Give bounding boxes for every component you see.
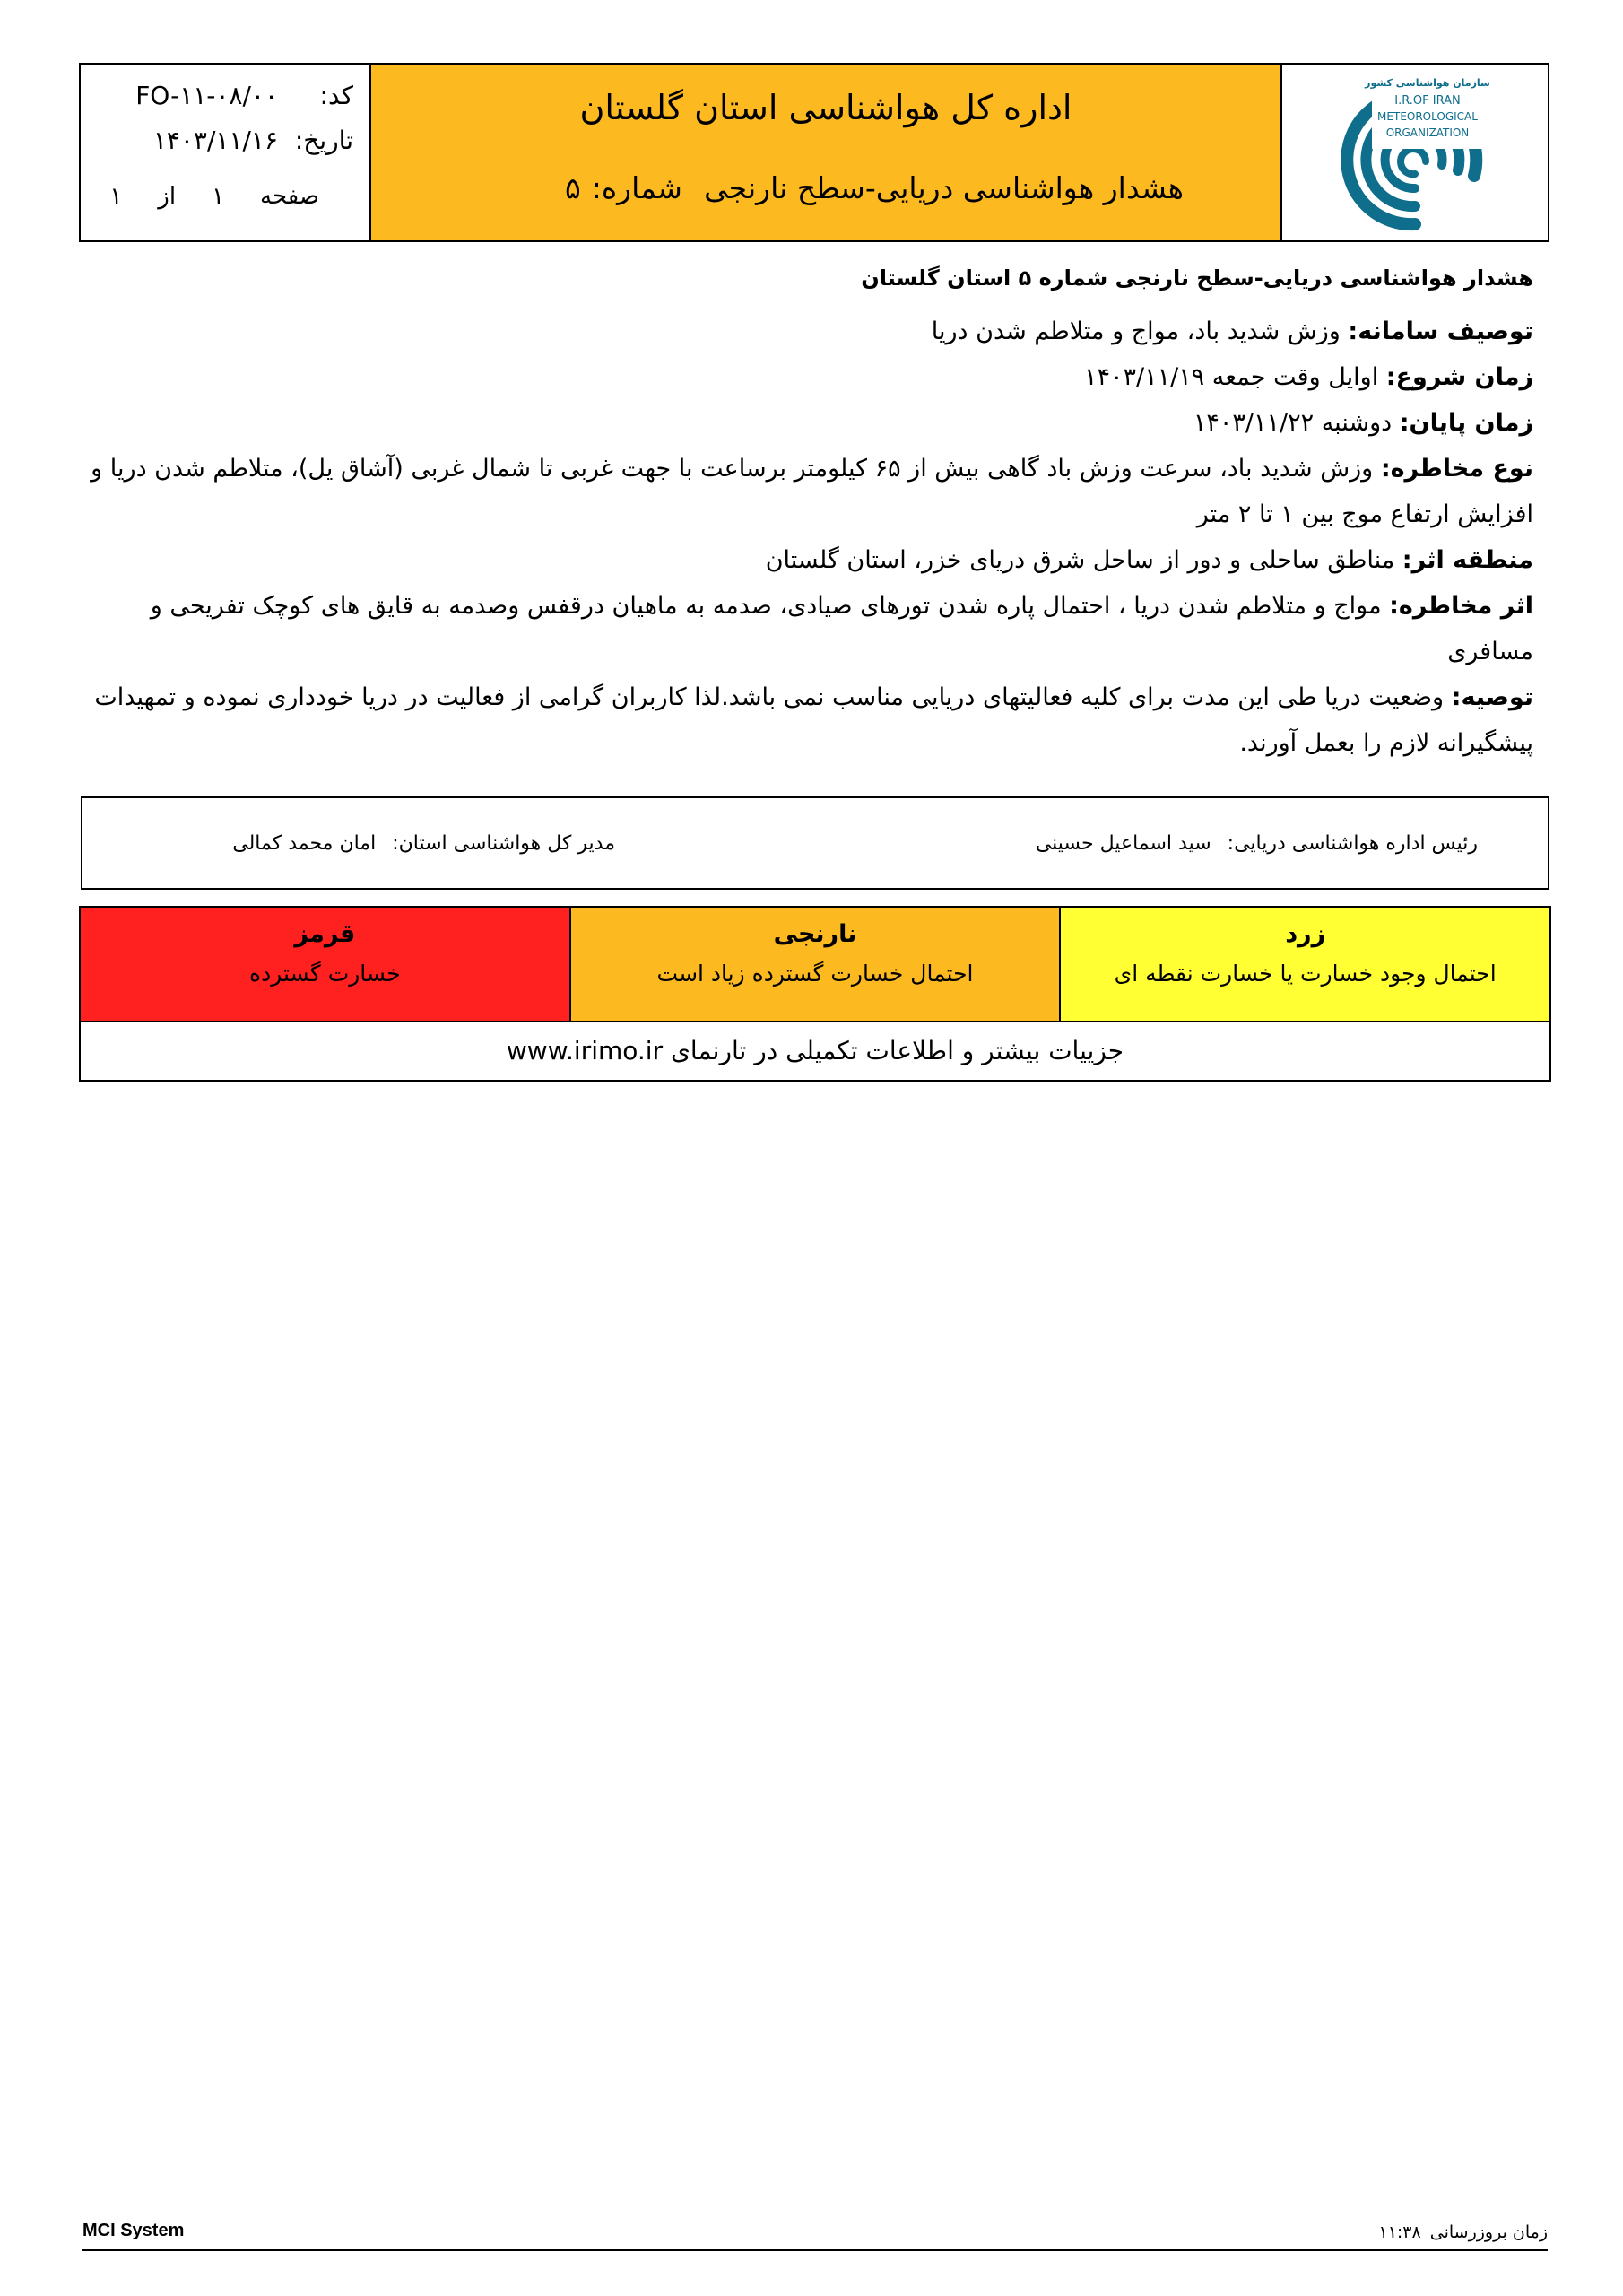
page-label: صفحه [260, 183, 319, 210]
date-label: تاریخ: [294, 126, 353, 155]
advice [81, 674, 1533, 766]
impact-area [81, 537, 1533, 583]
advice-text: وضعیت دریا طی این مدت برای کلیه فعالیتهای دریایی مناسب نمی باشد.لذا کاربران گرامی از فعالیت در دریا خودداری نموده و تمهیدات پیشگیرانه لازم را بعمل آورند. [94, 683, 1533, 757]
legend-red [81, 908, 569, 1021]
legend-yellow [1059, 908, 1549, 1021]
hazard-type-label: نوع مخاطره: [1380, 455, 1533, 483]
logo-line-1: I.R.OF IRAN [1394, 94, 1461, 108]
hazard-type-text: وزش شدید باد، سرعت وزش باد گاهی بیش از ۶۵ کیلومتر برساعت با جهت غربی تا شمال غربی (آشاق یل)، متلاطم شدن دریا و افزایش ارتفاع موج بین ۱ تا ۲ متر [91, 455, 1533, 528]
end-text: دوشنبه ۱۴۰۳/۱۱/۲۲ [1193, 409, 1400, 437]
hazard-type [81, 446, 1533, 537]
director-name: امان محمد کمالی [232, 832, 377, 855]
footer-divider [82, 2249, 1548, 2251]
legend-footer-text: جزییات بیشتر و اطلاعات تکمیلی در تارنمای [671, 1036, 1124, 1065]
legend-cells [81, 908, 1549, 1022]
warning-body [81, 265, 1533, 766]
legend-orange [569, 908, 1060, 1021]
signature-box [81, 796, 1549, 890]
page-total: ۱ [109, 183, 123, 210]
director-label: مدیر کل هواشناسی استان: [392, 832, 615, 855]
warning-subtitle: هشدار هواشناسی دریایی-سطح نارنجی شماره ۵ استان گلستان [861, 265, 1533, 291]
date-value: ۱۴۰۳/۱۱/۱۶ [152, 126, 278, 155]
end-time [81, 400, 1533, 446]
warning-title: هشدار هواشناسی دریایی-سطح نارنجی [704, 170, 1184, 205]
code-value: FO-۱۱-۰۸/۰۰ [135, 81, 278, 110]
legend-orange-title: نارنجی [773, 920, 857, 948]
page-current: ۱ [212, 183, 225, 210]
hazard-impact [81, 583, 1533, 674]
header-title-area [371, 65, 1282, 240]
marine-head-label: رئیس اداره هواشناسی دریایی: [1227, 832, 1478, 855]
legend-red-desc: خسارت گسترده [248, 961, 401, 987]
start-label: زمان شروع: [1385, 363, 1533, 391]
logo-line-3: ORGANIZATION [1385, 126, 1470, 139]
legend-red-title: قرمز [294, 920, 356, 948]
area-label: منطقه اثر: [1402, 546, 1533, 574]
org-title: اداره کل هواشناسی استان گلستان [579, 88, 1072, 127]
legend-yellow-desc: احتمال وجود خسارت یا خسارت نقطه ای [1114, 961, 1497, 987]
page-of: از [158, 183, 177, 210]
page-info [109, 183, 319, 210]
irimo-logo-icon [1282, 65, 1548, 240]
impact-label: اثر مخاطره: [1389, 592, 1533, 620]
update-label: زمان بروزرسانی [1429, 2222, 1548, 2242]
number-label: شماره: [591, 170, 682, 205]
system-description [81, 309, 1533, 354]
start-text: اوایل وقت جمعه ۱۴۰۳/۱۱/۱۹ [1083, 363, 1386, 391]
code-label: کد: [319, 81, 353, 110]
header-meta [81, 65, 371, 240]
logo-line-2: METEOROLOGICAL [1377, 110, 1478, 123]
area-text: مناطق ساحلی و دور از ساحل شرق دریای خزر، استان گلستان [765, 546, 1402, 574]
director-signature [232, 832, 615, 855]
logo-text-fa: سازمان هواشناسی کشور [1365, 77, 1490, 89]
update-time: ۱۱:۳۸ [1378, 2222, 1421, 2242]
start-time [81, 354, 1533, 400]
advice-label: توصیه: [1451, 683, 1533, 711]
number-value: ۵ [565, 170, 581, 205]
system-label: توصیف سامانه: [1348, 317, 1533, 345]
footer-update [1379, 2222, 1549, 2242]
legend-yellow-title: زرد [1285, 920, 1326, 948]
website-link[interactable]: www.irimo.ir [506, 1036, 664, 1065]
date-row [153, 126, 353, 155]
code-row [135, 81, 353, 110]
legend-footer [81, 1022, 1549, 1080]
system-text: وزش شدید باد، مواج و متلاطم شدن دریا [931, 317, 1349, 345]
warning-level-legend [79, 906, 1551, 1082]
footer-system: MCI System [82, 2221, 185, 2240]
marine-head-signature [1036, 832, 1478, 855]
header-table [79, 63, 1549, 242]
irimo-logo [1282, 65, 1548, 240]
legend-orange-desc: احتمال خسارت گسترده زیاد است [656, 961, 974, 987]
warning-number [565, 170, 682, 205]
marine-head-name: سید اسماعیل حسینی [1035, 832, 1211, 855]
end-label: زمان پایان: [1399, 409, 1533, 437]
impact-text: مواج و متلاطم شدن دریا ، احتمال پاره شدن تورهای صیادی، صدمه به ماهیان درقفس وصدمه به قایق های کوچک تفریحی و مسافری [150, 592, 1533, 665]
